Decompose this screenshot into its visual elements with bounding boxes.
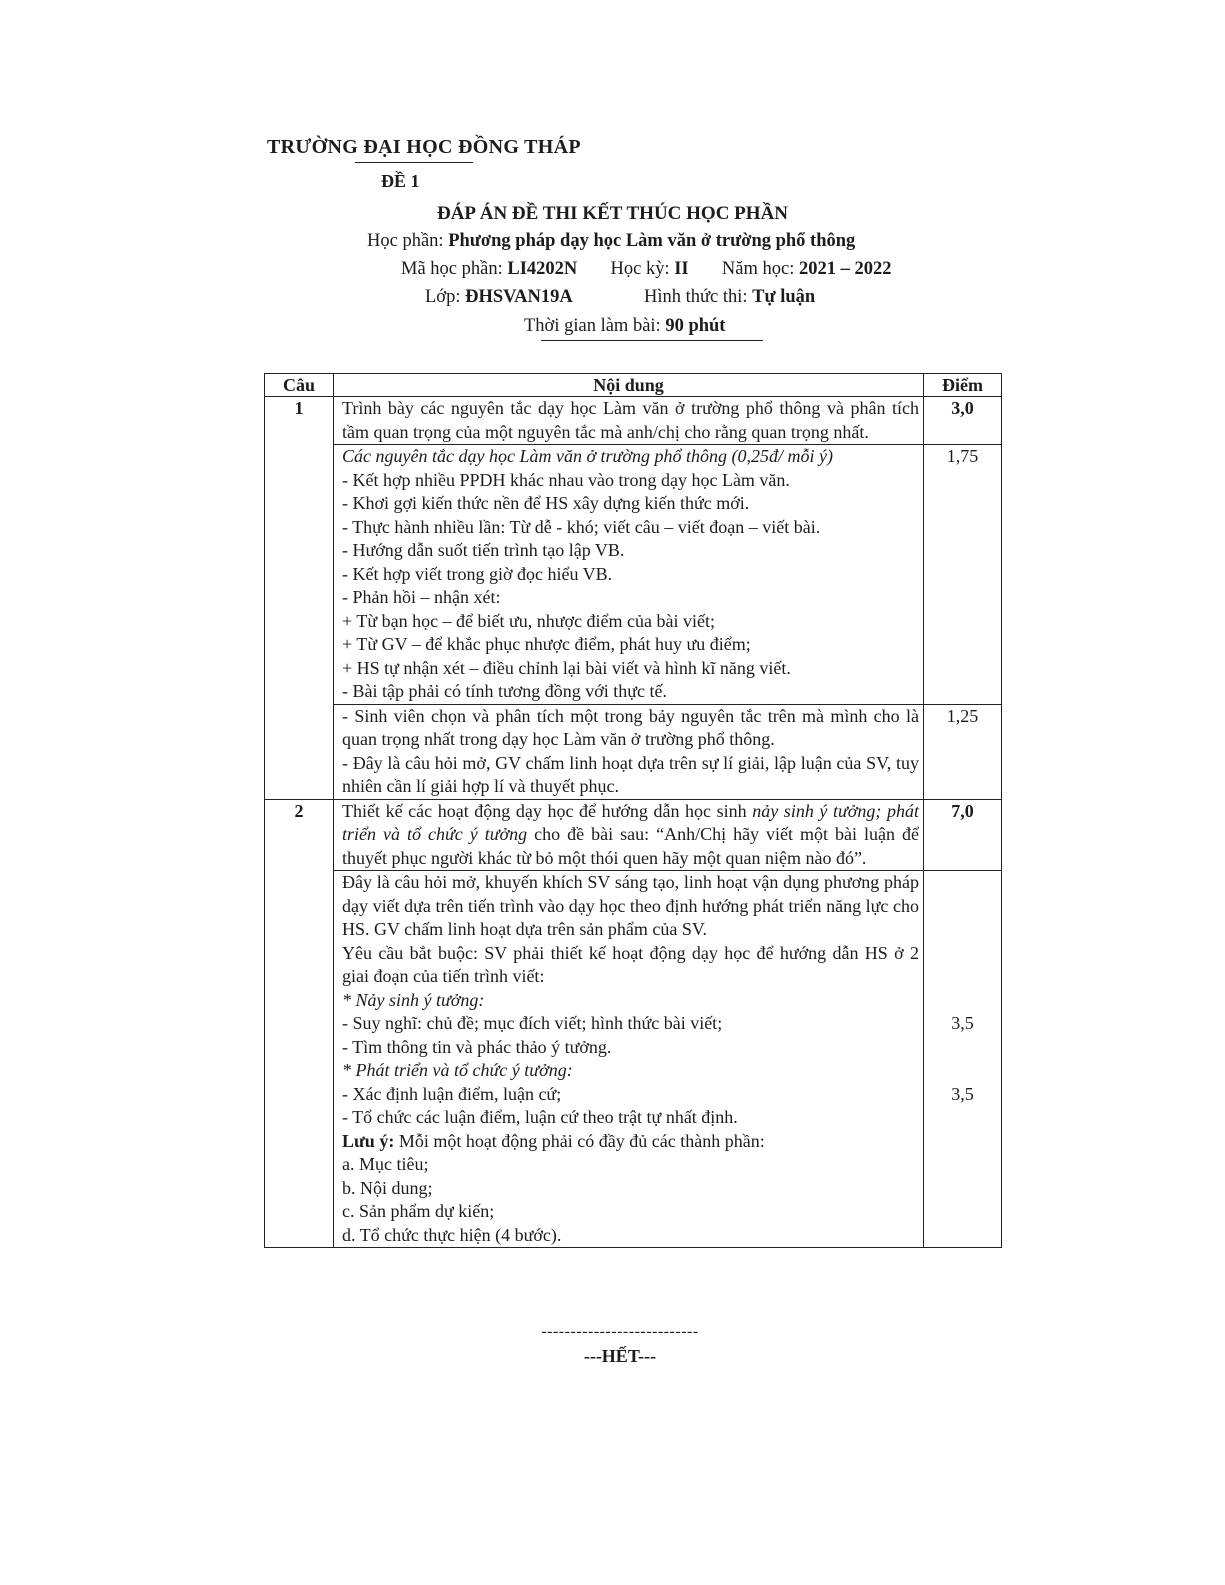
q2-score: 7,0	[923, 799, 1001, 871]
exam-code: ĐỀ 1	[381, 171, 420, 191]
list-item: a. Mục tiêu;	[342, 1154, 429, 1174]
table-row	[265, 397, 1002, 445]
time-line	[524, 316, 725, 337]
answer-table	[264, 373, 1002, 1248]
q1-score: 3,0	[923, 397, 1001, 445]
list-item: - Bài tập phải có tính tương đồng với thực tế.	[342, 681, 667, 701]
list-item: - Xác định luận điểm, luận cứ;	[342, 1083, 562, 1104]
header-cau: Câu	[265, 374, 334, 397]
q2-stage2-title: * Phát triển và tổ chức ý tưởng:	[342, 1060, 573, 1080]
semester-label: Học kỳ:	[610, 259, 670, 279]
list-item: - Thực hành nhiều lần: Từ dễ - khó; viết câu – viết đoạn – viết bài.	[342, 516, 821, 537]
list-item: - Khơi gợi kiến thức nền để HS xây dựng kiến thức mới.	[342, 493, 750, 513]
school-underline	[355, 162, 473, 163]
q1-question: Trình bày các nguyên tắc dạy học Làm văn ở trường phổ thông và phân tích tầm quan trọng của một nguyên tắc mà anh/chị cho rằng quan trọng nhất.	[334, 397, 924, 445]
q2-intro: Đây là câu hỏi mở, khuyến khích SV sáng tạo, linh hoạt vận dụng phương pháp dạy viết dựa trên tiến trình vào dạy học theo định hướng phát triển năng lực cho HS. GV chấm linh hoạt dựa trên sản phẩm của SV.	[342, 872, 919, 939]
form-label: Hình thức thi:	[643, 287, 748, 307]
q2-question	[334, 799, 924, 871]
table-row	[265, 704, 1002, 799]
course-line	[367, 231, 855, 252]
q1-part1-heading: Các nguyên tắc dạy học Làm văn ở trường phổ thông (0,25đ/ mỗi ý)	[342, 446, 833, 466]
q1-part2	[334, 704, 924, 799]
header-diem: Điểm	[923, 374, 1001, 397]
time-value: 90 phút	[665, 316, 726, 336]
q2-question-b: cho đề bài sau: “Anh/Chị hãy viết một bài luận để thuyết phục người khác từ bỏ một thói quen hãy một quan niệm nào đó”.	[342, 824, 919, 868]
course-name: Phương pháp dạy học Làm văn ở trường phổ thông	[448, 231, 856, 251]
list-item: b. Nội dung;	[342, 1177, 433, 1198]
divider-dashes: ---------------------------	[541, 1323, 699, 1340]
table-header-row	[265, 374, 1002, 397]
list-item: + HS tự nhận xét – điều chỉnh lại bài viết và hình kĩ năng viết.	[342, 657, 791, 678]
q1-part2-score: 1,25	[923, 704, 1001, 799]
q2-stage1-score: 3,5	[951, 1013, 974, 1033]
class-line	[425, 287, 815, 308]
semester-value: II	[674, 259, 689, 279]
code-line	[401, 259, 891, 280]
list-item: d. Tổ chức thực hiện (4 bước).	[342, 1224, 562, 1245]
list-item: - Hướng dẫn suốt tiến trình tạo lập VB.	[342, 540, 625, 560]
code-value: LI4202N	[507, 259, 578, 279]
year-label: Năm học:	[721, 259, 795, 279]
q2-requirement: Yêu cầu bắt buộc: SV phải thiết kế hoạt động dạy học để hướng dẫn HS ở 2 giai đoạn của tiến trình viết:	[342, 942, 919, 986]
q2-note-text: Mỗi một hoạt động phải có đầy đủ các thành phần:	[398, 1130, 765, 1151]
list-item: c. Sản phẩm dự kiến;	[342, 1201, 495, 1221]
q2-note-label: Lưu ý:	[342, 1130, 395, 1151]
list-item: - Kết hợp viết trong giờ đọc hiểu VB.	[342, 563, 613, 584]
table-row	[265, 799, 1002, 871]
end-marker: ---HẾT---	[583, 1346, 657, 1366]
class-label: Lớp:	[425, 287, 461, 307]
list-item: + Từ GV – để khắc phục nhược điểm, phát huy ưu điểm;	[342, 634, 751, 654]
table-row	[265, 445, 1002, 705]
list-item: + Từ bạn học – để biết ưu, nhược điểm của bài viết;	[342, 610, 716, 631]
course-label: Học phần:	[367, 231, 444, 251]
q1-number: 1	[265, 397, 334, 800]
q2-question-a: Thiết kế các hoạt động dạy học để hướng dẫn học sinh	[342, 800, 747, 821]
class-value: ĐHSVAN19A	[465, 287, 573, 307]
time-underline	[541, 340, 763, 341]
list-item: - Sinh viên chọn và phân tích một trong bảy nguyên tắc trên mà mình cho là quan trọng nhất trong dạy học Làm văn ở trường phổ thông.	[342, 705, 919, 749]
table-row	[265, 871, 1002, 1248]
list-item: - Suy nghĩ: chủ đề; mục đích viết; hình thức bài viết;	[342, 1013, 723, 1033]
list-item: - Đây là câu hỏi mở, GV chấm linh hoạt dựa trên sự lí giải, lập luận của SV, tuy nhiên cần lí giải hợp lí và thuyết phục.	[342, 752, 919, 796]
year-value: 2021 – 2022	[798, 259, 892, 279]
list-item: - Phản hồi – nhận xét:	[342, 587, 501, 607]
code-label: Mã học phần:	[401, 259, 503, 279]
list-item: - Tổ chức các luận điểm, luận cứ theo trật tự nhất định.	[342, 1107, 738, 1127]
q2-answer	[334, 871, 924, 1248]
time-label: Thời gian làm bài:	[524, 316, 661, 336]
list-item: - Kết hợp nhiều PPDH khác nhau vào trong dạy học Làm văn.	[342, 469, 790, 490]
q2-question-italic: nảy sinh ý tưởng; phát triển và tổ chức ý tưởng	[342, 800, 919, 844]
q1-part1-score: 1,75	[923, 445, 1001, 705]
q2-number: 2	[265, 799, 334, 1248]
page-title: ĐÁP ÁN ĐỀ THI KẾT THÚC HỌC PHẦN	[436, 203, 789, 224]
q2-note	[342, 1130, 919, 1154]
q2-stage1-title: * Nảy sinh ý tưởng:	[342, 989, 485, 1010]
form-value: Tự luận	[752, 287, 816, 307]
list-item: - Tìm thông tin và phác thảo ý tưởng.	[342, 1036, 612, 1057]
q1-part1	[334, 445, 924, 705]
q2-stage2-score: 3,5	[951, 1083, 974, 1104]
header-noi-dung: Nội dung	[334, 374, 924, 397]
school-name: TRƯỜNG ĐẠI HỌC ĐỒNG THÁP	[267, 136, 581, 158]
q2-stage-scores	[923, 871, 1001, 1248]
